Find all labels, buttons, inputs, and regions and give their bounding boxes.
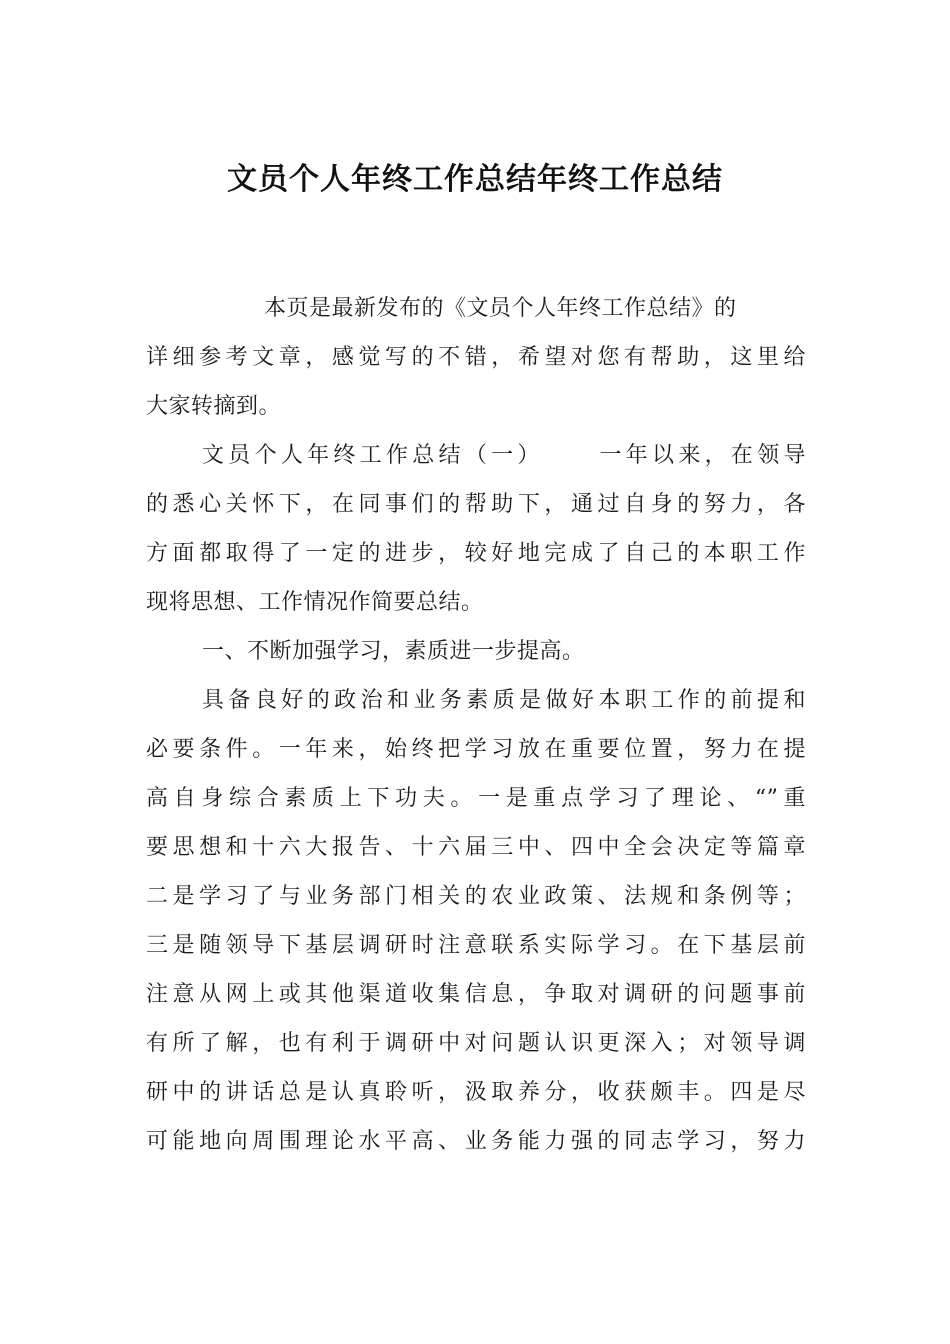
section1-heading: 文员个人年终工作总结（一） — [202, 443, 544, 468]
point1-line: 高自身综合素质上下功夫。一是重点学习了理论、“”重 — [146, 786, 806, 811]
point1-line: 可能地向周围理论水平高、业务能力强的同志学习，努力 — [146, 1129, 806, 1154]
document-body — [146, 284, 806, 1166]
section1-line-2: 的悉心关怀下，在同事们的帮助下，通过自身的努力，各 — [146, 492, 806, 517]
point1-line: 必要条件。一年来，始终把学习放在重要位置，努力在提 — [146, 737, 806, 762]
intro-line-1: 本页是最新发布的《文员个人年终工作总结》的 — [264, 296, 737, 321]
point1-line: 研中的讲话总是认真聆听，汲取养分，收获颇丰。四是尽 — [146, 1080, 806, 1105]
point1-line: 二是学习了与业务部门相关的农业政策、法规和条例等； — [146, 884, 806, 909]
point1-line: 具备良好的政治和业务素质是做好本职工作的前提和 — [202, 688, 806, 713]
section1-line-4: 现将思想、工作情况作简要总结。 — [146, 590, 484, 615]
point1-heading: 一、不断加强学习，素质进一步提高。 — [202, 639, 585, 664]
point1-line: 三是随领导下基层调研时注意联系实际学习。在下基层前 — [146, 933, 806, 958]
point1-line: 注意从网上或其他渠道收集信息，争取对调研的问题事前 — [146, 982, 806, 1007]
section1-line1-rest: 一年以来，在领导 — [595, 443, 806, 468]
point1-line: 要思想和十六大报告、十六届三中、四中全会决定等篇章 — [146, 835, 806, 860]
section1-line-3: 方面都取得了一定的进步，较好地完成了自己的本职工作 — [146, 541, 806, 566]
section1-line-1 — [146, 431, 806, 480]
intro-line-3: 大家转摘到。 — [146, 394, 282, 419]
point1-line: 有所了解，也有利于调研中对问题认识更深入；对领导调 — [146, 1031, 806, 1056]
document-title: 文员个人年终工作总结年终工作总结 — [227, 162, 723, 197]
intro-line-2: 详细参考文章，感觉写的不错，希望对您有帮助，这里给 — [146, 345, 806, 370]
